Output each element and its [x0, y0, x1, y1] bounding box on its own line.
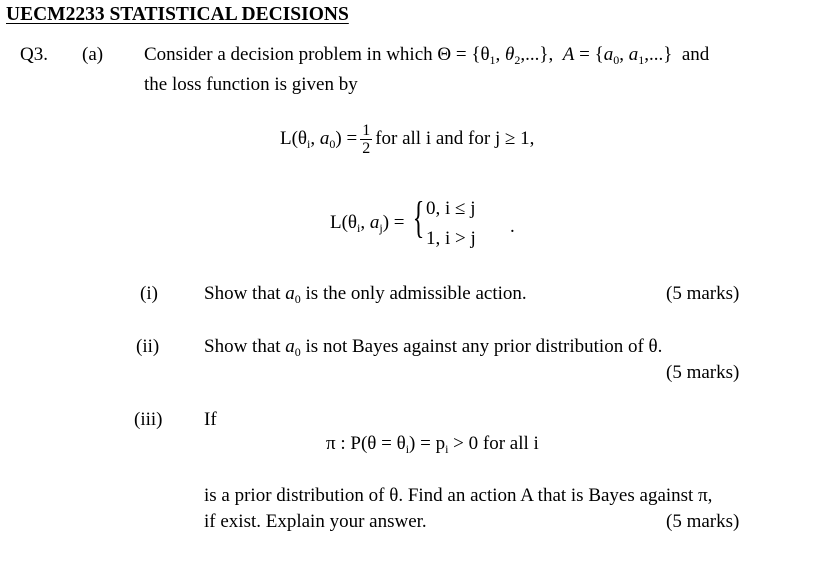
fraction-numerator: 1 — [362, 122, 371, 139]
subpart-ii-text-b: is not Bayes against any prior distribution of θ. — [305, 336, 663, 357]
subpart-ii-text-a: Show that — [204, 336, 281, 357]
loss-aj-case1: 0, i ≤ j — [426, 198, 476, 219]
question-number: Q3. — [20, 44, 48, 65]
subpart-ii-text: Show that $a_0$ is not Bayes against any prior distribution of θ. — [204, 336, 663, 359]
subpart-i-text: Show that $a_0$ is the only admissible action. — [204, 283, 527, 306]
subpart-i-text-b: is the only admissible action. — [305, 283, 527, 304]
subpart-iii-if: If — [204, 409, 217, 430]
subpart-iii-label: (iii) — [134, 409, 163, 430]
prior-lhs: π : P(θ = θ — [326, 433, 406, 454]
subpart-i-marks: (5 marks) — [666, 283, 740, 304]
intro-text: Consider a decision problem in which Θ = {θ — [144, 44, 490, 65]
question-intro-line1: Consider a decision problem in which $\Theta = \{\theta_1$, $\theta_2$,...}, $A = \{a_0$, $a_1$,...} and — [144, 44, 710, 67]
loss-aj-lhs: L(θ — [330, 212, 358, 233]
question-part: (a) — [82, 44, 104, 65]
prior-distribution-formula: π : $P(\theta = \theta_i) = p_i > 0$ for all i — [326, 433, 539, 456]
subpart-iii-line1: is a prior distribution of θ. Find an action A that is Bayes against π, — [204, 485, 713, 506]
fraction-denominator: 2 — [362, 140, 371, 157]
fraction-one-half — [360, 122, 372, 157]
loss-a0-formula: $L(\theta_i$, $a_0$) = $\frac{1}{2}$ for all i and for j ≥ 1, — [280, 122, 535, 157]
prior-tail: > 0 for all i — [448, 433, 539, 454]
loss-a0-lhs: L(θ — [280, 127, 308, 149]
question-intro-line2: the loss function is given by — [144, 74, 358, 95]
loss-aj-case2: 1, i > j — [426, 228, 476, 249]
subpart-ii-label: (ii) — [136, 336, 160, 357]
subpart-iii-line2: if exist. Explain your answer. — [204, 511, 427, 532]
page-title: UECM2233 STATISTICAL DECISIONS — [6, 4, 349, 25]
loss-aj-brace: { — [412, 193, 425, 242]
subpart-i-label: (i) — [140, 283, 158, 304]
subpart-i-text-a: Show that — [204, 283, 281, 304]
subpart-ii-marks: (5 marks) — [666, 362, 740, 383]
subpart-iii-marks: (5 marks) — [666, 511, 740, 532]
loss-aj-lhs-wrap: $L(\theta_i$, $a_j$) = — [330, 212, 405, 235]
prior-mid: ) = p — [409, 433, 446, 454]
intro-and: and — [681, 44, 710, 65]
loss-aj-period: . — [510, 216, 515, 237]
loss-a0-tail: for all i and for j ≥ 1, — [375, 127, 535, 149]
